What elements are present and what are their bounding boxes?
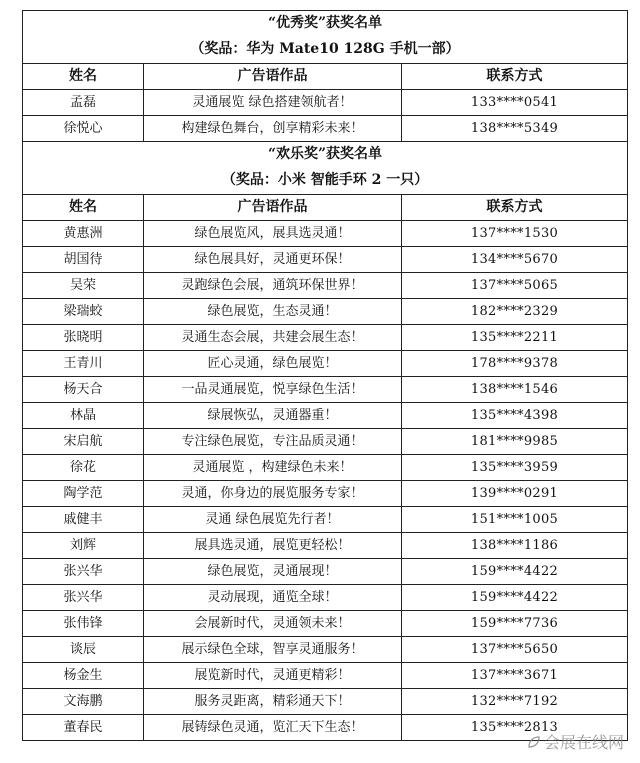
- table-row: [23, 663, 628, 689]
- slogan-text: 服务灵距离，精彩通天下！: [144, 689, 402, 715]
- slogan-text: 灵动展现，通览全球！: [144, 585, 402, 611]
- phone-number: 182****2329: [402, 299, 628, 325]
- slogan-text: 绿色展具好，灵通更环保！: [144, 247, 402, 273]
- table-row: [23, 351, 628, 377]
- phone-number: 135****4398: [402, 403, 628, 429]
- winner-name: 张兴华: [23, 585, 144, 611]
- slogan-text: 展铸绿色灵通，览汇天下生态！: [144, 715, 402, 741]
- winner-name: 张伟锋: [23, 611, 144, 637]
- watermark-text: 会展在线网: [543, 733, 624, 752]
- winner-name: 徐花: [23, 455, 144, 481]
- slogan-text: 展览新时代，灵通更精彩！: [144, 663, 402, 689]
- table-row: [23, 377, 628, 403]
- phone-header: 联系方式: [402, 64, 628, 90]
- phone-number: 135****2211: [402, 325, 628, 351]
- leaf-logo-icon: [527, 735, 541, 749]
- prize-description: （奖品：小米 智能手环 2 一只）: [23, 167, 628, 195]
- header-row: [23, 64, 628, 90]
- table-row: [23, 273, 628, 299]
- winner-name: 王青川: [23, 351, 144, 377]
- phone-number: 133****0541: [402, 90, 628, 116]
- table-row: [23, 403, 628, 429]
- phone-number: 132****7192: [402, 689, 628, 715]
- slogan-text: 绿色展览风，展具选灵通！: [144, 221, 402, 247]
- winner-name: 杨金生: [23, 663, 144, 689]
- table-row: [23, 247, 628, 273]
- phone-number: 178****9378: [402, 351, 628, 377]
- phone-number: 137****5065: [402, 273, 628, 299]
- slogan-text: 绿色展览，灵通展现！: [144, 559, 402, 585]
- table-row: [23, 585, 628, 611]
- slogan-text: 灵通，你身边的展览服务专家！: [144, 481, 402, 507]
- table-row: [23, 429, 628, 455]
- winner-name: 谈辰: [23, 637, 144, 663]
- winner-name: 宋启航: [23, 429, 144, 455]
- table-row: [23, 533, 628, 559]
- table-row: [23, 559, 628, 585]
- name-header: 姓名: [23, 64, 144, 90]
- phone-number: 135****3959: [402, 455, 628, 481]
- phone-number: 159****4422: [402, 559, 628, 585]
- table-row: [23, 455, 628, 481]
- winner-name: 吴荣: [23, 273, 144, 299]
- table-row: [23, 611, 628, 637]
- winners-table-body: [23, 11, 628, 741]
- winner-name: 陶学范: [23, 481, 144, 507]
- slogan-header: 广告语作品: [144, 195, 402, 221]
- slogan-text: 匠心灵通，绿色展览！: [144, 351, 402, 377]
- winner-name: 徐悦心: [23, 116, 144, 142]
- slogan-text: 灵跑绿色会展，通筑环保世界！: [144, 273, 402, 299]
- phone-number: 151****1005: [402, 507, 628, 533]
- section-title-row: [23, 11, 628, 37]
- table-row: [23, 481, 628, 507]
- phone-number: 138****5349: [402, 116, 628, 142]
- phone-number: 181****9985: [402, 429, 628, 455]
- winner-name: 梁瑞蛟: [23, 299, 144, 325]
- watermark: [527, 730, 624, 753]
- slogan-text: 灵通 绿色展览先行者！: [144, 507, 402, 533]
- prize-description: （奖品：华为 Mate10 128G 手机一部）: [23, 36, 628, 64]
- phone-number: 137****3671: [402, 663, 628, 689]
- slogan-text: 构建绿色舞台，创享精彩未来！: [144, 116, 402, 142]
- slogan-text: 灵通展览 绿色搭建领航者！: [144, 90, 402, 116]
- winners-table: [22, 10, 628, 741]
- slogan-text: 灵通展览 ，构建绿色未来！: [144, 455, 402, 481]
- phone-number: 138****1186: [402, 533, 628, 559]
- slogan-text: 绿展恢弘，灵通器重！: [144, 403, 402, 429]
- winner-name: 董春民: [23, 715, 144, 741]
- winner-name: 林晶: [23, 403, 144, 429]
- section-title: “优秀奖”获奖名单: [23, 11, 628, 37]
- section-title: “欢乐奖”获奖名单: [23, 142, 628, 168]
- table-row: [23, 90, 628, 116]
- phone-number: 138****1546: [402, 377, 628, 403]
- slogan-text: 展具选灵通，展览更轻松！: [144, 533, 402, 559]
- phone-number: 137****5650: [402, 637, 628, 663]
- table-row: [23, 299, 628, 325]
- phone-number: 137****1530: [402, 221, 628, 247]
- phone-number: 139****0291: [402, 481, 628, 507]
- winner-name: 张兴华: [23, 559, 144, 585]
- winner-name: 张晓明: [23, 325, 144, 351]
- slogan-text: 专注绿色展览，专注品质灵通！: [144, 429, 402, 455]
- table-row: [23, 637, 628, 663]
- header-row: [23, 195, 628, 221]
- slogan-text: 一品灵通展览，悦享绿色生活！: [144, 377, 402, 403]
- slogan-text: 会展新时代，灵通领未来！: [144, 611, 402, 637]
- winner-name: 文海鹏: [23, 689, 144, 715]
- table-row: [23, 116, 628, 142]
- winner-name: 杨天合: [23, 377, 144, 403]
- phone-header: 联系方式: [402, 195, 628, 221]
- table-row: [23, 507, 628, 533]
- name-header: 姓名: [23, 195, 144, 221]
- phone-number: 159****4422: [402, 585, 628, 611]
- table-row: [23, 689, 628, 715]
- winner-name: 胡国待: [23, 247, 144, 273]
- phone-number: 159****7736: [402, 611, 628, 637]
- prize-row: [23, 36, 628, 64]
- phone-number: 134****5670: [402, 247, 628, 273]
- slogan-text: 绿色展览，生态灵通！: [144, 299, 402, 325]
- winner-name: 戚健丰: [23, 507, 144, 533]
- slogan-header: 广告语作品: [144, 64, 402, 90]
- winner-name: 刘辉: [23, 533, 144, 559]
- table-row: [23, 325, 628, 351]
- winner-name: 孟磊: [23, 90, 144, 116]
- prize-row: [23, 167, 628, 195]
- table-row: [23, 221, 628, 247]
- slogan-text: 展示绿色全球，智享灵通服务！: [144, 637, 402, 663]
- winner-name: 黄惠洲: [23, 221, 144, 247]
- phone-number: 135****2813: [402, 715, 628, 741]
- section-title-row: [23, 142, 628, 168]
- slogan-text: 灵通生态会展，共建会展生态！: [144, 325, 402, 351]
